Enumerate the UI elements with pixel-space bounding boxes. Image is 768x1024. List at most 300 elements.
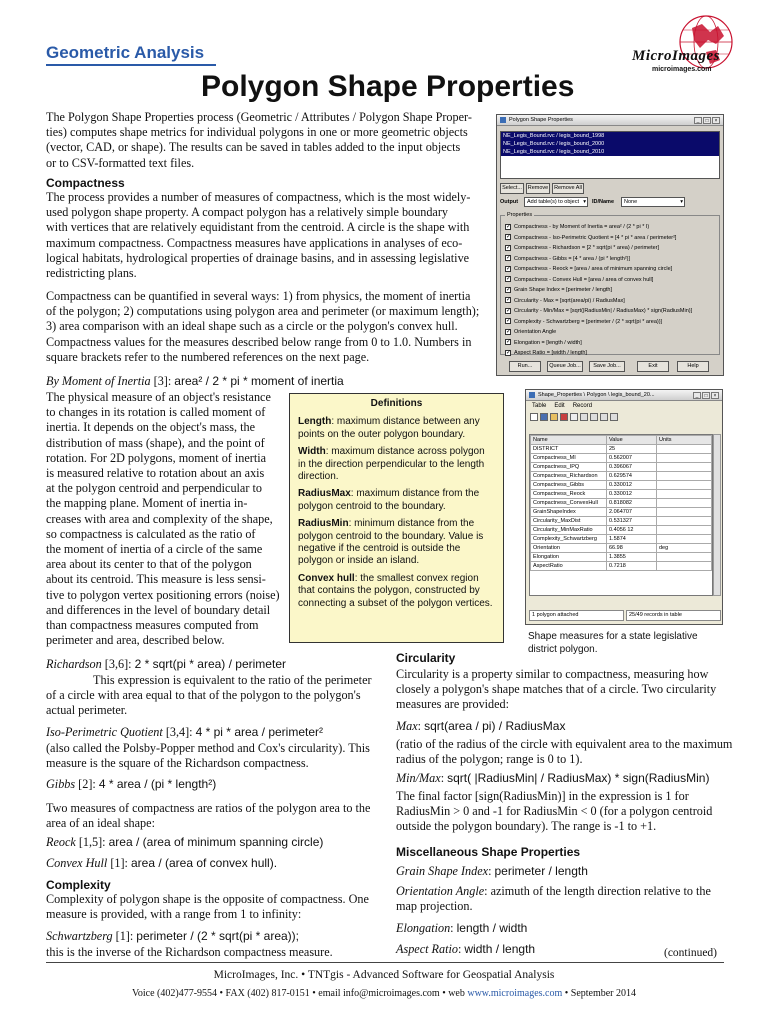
cell-value[interactable]: 0.396067	[607, 463, 657, 472]
text-line: The process provides a number of measures of compactness, which is the most widely-	[46, 190, 471, 204]
checkbox-checked-icon[interactable]: ✓	[506, 318, 512, 325]
caption-line: district polygon.	[528, 644, 598, 655]
measure-name: Aspect Ratio	[396, 942, 458, 956]
formula: sqrt(area / pi) / RadiusMax	[424, 719, 566, 733]
area-ratio-paragraph	[46, 801, 386, 831]
footer-contact: Voice (402)477-9554 • FAX (402) 817-0151 • email info@microimages.com • web	[131, 988, 468, 999]
cell-name[interactable]: Elongation	[531, 553, 607, 562]
text-line: This expression is equivalent to the ratio of the perimeter	[93, 673, 372, 687]
text-line: the moment of inertia of a circle of the same	[46, 542, 263, 557]
complexity-paragraph	[46, 892, 386, 922]
cell-units[interactable]	[657, 517, 712, 526]
property-label: Complexity - Schwartzberg = [perimeter / (2 * sqrt(pi * area))]	[514, 318, 663, 325]
definition-radiusmax	[298, 488, 495, 513]
formula: 4 * pi * area / perimeter²	[195, 725, 324, 739]
section-title: Geometric Analysis	[46, 43, 205, 62]
property-checkbox-row[interactable]	[505, 338, 717, 349]
close-icon[interactable]: ×	[712, 117, 720, 124]
intro-line: (vector, CAD, or shape). The results can be saved in tables added to the input objects	[46, 140, 461, 155]
property-label: Elongation = [length / width]	[514, 339, 582, 346]
text-line: RadiusMin > 0 and -1 for RadiusMin < 0 (for a polygon centroid	[396, 804, 713, 819]
table-header-row	[531, 436, 712, 445]
measure-name: Min/Max	[396, 771, 441, 785]
cell-value[interactable]: 0.818082	[607, 499, 657, 508]
cell-name[interactable]: Compactness_IPQ	[531, 463, 607, 472]
richardson-formula-line	[46, 657, 286, 672]
iso-formula-line	[46, 725, 323, 740]
elongation-formula-line: Elongation: length / width	[396, 921, 528, 935]
text-line: Compactness values for the measures described below range from 0 to 1.0. Numbers in	[46, 334, 472, 349]
cell-name[interactable]: Compactness_MI	[531, 454, 607, 463]
text-line: map projection.	[396, 899, 473, 914]
text-line: tive to polygon vertex positioning errors (noise)	[46, 587, 280, 602]
status-bar	[529, 610, 721, 621]
cell-value[interactable]: 0.629574	[607, 472, 657, 481]
text-line: is measured relative to rotation about an axis	[46, 466, 265, 481]
delete-icon[interactable]	[560, 413, 568, 421]
status-records: 25/49 records in table	[626, 610, 721, 621]
intro-line: or to CSV-formatted text files.	[46, 155, 195, 170]
chevron-down-icon: ▾	[680, 199, 683, 205]
text-line: square brackets refer to the numbered references on the next page.	[46, 349, 370, 364]
help-button[interactable]: Help	[677, 361, 709, 372]
text-line: Compactness can be quantified in several ways: 1) from physics, the moment of inertia	[46, 289, 471, 303]
checkbox-checked-icon[interactable]: ✓	[506, 297, 512, 304]
properties-label: Properties	[507, 212, 533, 218]
table-titlebar	[526, 390, 722, 401]
previous-record-icon[interactable]	[590, 413, 598, 421]
definition-text: : minimum distance from the polygon centroid to the boundary. Value is negative if the centroid is outside the polygon or inside an island.	[298, 518, 484, 567]
minmax-formula-line: Min/Max: sqrt( |RadiusMin| / RadiusMax) * sign(RadiusMin)	[396, 771, 710, 785]
gibbs-formula-line	[46, 777, 216, 792]
text-line: measures are provided:	[396, 697, 510, 712]
cell-value[interactable]: 0.531327	[607, 517, 657, 526]
checkbox-checked-icon[interactable]: ✓	[506, 328, 512, 335]
text-line: the mapping plane. Moment of inertia in-	[46, 496, 248, 511]
max-paragraph	[396, 737, 733, 767]
term: Convex hull	[298, 572, 355, 584]
reference: [2]:	[78, 777, 96, 791]
text-line: (ratio of the radius of the circle with equivalent area to the maximum	[396, 737, 733, 751]
table-row[interactable]	[531, 562, 712, 571]
property-checkbox-row[interactable]	[505, 233, 717, 244]
text-line: measure is provided, with a range from 1 to infinity:	[46, 907, 302, 922]
compactness-paragraph	[46, 190, 480, 281]
formula: width / length	[464, 942, 536, 956]
table-row[interactable]	[531, 499, 712, 508]
definitions-box	[289, 393, 504, 643]
new-record-icon[interactable]	[530, 413, 538, 421]
definitions-title: Definitions	[370, 398, 423, 409]
property-label: Compactness - Gibbs = [4 * area / (pi * length²)]	[514, 255, 631, 262]
cell-units[interactable]	[657, 445, 712, 454]
chevron-down-icon: ▾	[583, 199, 586, 205]
properties-list	[505, 222, 717, 359]
text-line: perimeter and area, described below.	[46, 633, 225, 648]
measure-name: Richardson	[46, 657, 102, 671]
text-line: about its centroid. This measure is less sensi-	[46, 572, 266, 587]
table-row[interactable]	[531, 472, 712, 481]
grain-formula-line: Grain Shape Index: perimeter / length	[396, 864, 588, 878]
cell-units[interactable]	[657, 508, 712, 517]
sign-paragraph	[396, 789, 726, 835]
list-item[interactable]: NE_Legis_Bound.rvc / legis_bound_2010	[501, 148, 719, 156]
table-icon	[529, 392, 535, 398]
definition-width	[298, 446, 495, 483]
last-record-icon[interactable]	[610, 413, 618, 421]
idname-value: None	[624, 199, 638, 205]
column-header-value[interactable]: Value	[607, 436, 657, 445]
table-row[interactable]	[531, 508, 712, 517]
text-line: Circularity is a property similar to compactness, measuring how	[396, 667, 709, 681]
circularity-heading: Circularity	[396, 651, 456, 665]
footer-line-1: MicroImages, Inc. • TNTgis - Advanced Software for Geospatial Analysis	[213, 969, 555, 981]
property-label: Compactness - Convex Hull = [area / area of convex hull]	[514, 276, 654, 283]
misc-heading: Miscellaneous Shape Properties	[396, 845, 581, 859]
caption-line: Shape measures for a state legislative	[528, 631, 698, 642]
property-label: Circularity - Min/Max = [sqrt(|RadiusMin| / RadiusMax) * sign(RadiusMin)]	[514, 308, 693, 314]
cell-name[interactable]: Circularity_MaxDist	[531, 517, 607, 526]
formula: area / (area of minimum spanning circle)	[108, 835, 324, 849]
continued-note: (continued)	[664, 947, 718, 959]
remove-button[interactable]: Remove	[526, 183, 550, 194]
text-line: than compactness measures computed from	[46, 618, 259, 633]
select-button[interactable]: Select...	[500, 183, 524, 194]
property-label: Aspect Ratio = [width / length]	[514, 350, 587, 356]
intro-paragraph	[46, 110, 480, 171]
app-icon	[500, 117, 506, 123]
idname-select[interactable]	[621, 197, 685, 207]
text-line: actual perimeter.	[46, 703, 128, 718]
table-row[interactable]	[531, 553, 712, 562]
text-line: used polygon shape property. A compact polygon has a relatively simple boundary	[46, 205, 448, 220]
text-line: and differences in the level of boundary detail	[46, 602, 271, 617]
checkbox-checked-icon[interactable]: ✓	[506, 223, 512, 230]
polygon-shape-properties-dialog	[496, 114, 724, 376]
cell-name[interactable]: Orientation	[531, 544, 607, 553]
text-line: at the polygon centroid and perpendicular to	[46, 481, 262, 496]
orientation-paragraph	[396, 884, 726, 914]
formula: length / width	[456, 921, 528, 935]
object-list[interactable]	[500, 131, 720, 179]
property-checkbox-row[interactable]	[505, 306, 717, 317]
property-checkbox-row[interactable]	[505, 317, 717, 328]
text-line: (also called the Polsby-Popper method and Cox's circularity). This	[46, 741, 370, 755]
term: Length	[298, 416, 332, 428]
logo-url: microimages.com	[652, 66, 712, 73]
cell-value[interactable]: 1.5874	[607, 535, 657, 544]
definition-text: : maximum distance between any points on the outer polygon boundary.	[298, 416, 480, 440]
cell-name[interactable]: Compactness_ConvexHull	[531, 499, 607, 508]
save-job-button[interactable]: Save Job...	[589, 361, 625, 372]
measure-name: Grain Shape Index	[396, 864, 489, 878]
measure-name: Max	[396, 719, 418, 733]
measure-name: Elongation	[396, 921, 451, 935]
reference: [3,6]:	[104, 657, 132, 671]
vertical-scrollbar[interactable]	[713, 434, 721, 596]
definition-length	[298, 416, 495, 441]
section-rule	[46, 64, 216, 66]
measure-name: Iso-Perimetric Quotient	[46, 725, 163, 739]
output-value: Add table(s) to object	[527, 199, 579, 205]
cell-units[interactable]	[657, 553, 712, 562]
reock-formula-line	[46, 835, 323, 850]
property-label: Grain Shape Index = [perimeter / length]	[514, 287, 612, 293]
table-caption	[528, 630, 698, 656]
max-formula-line: Max: sqrt(area / pi) / RadiusMax	[396, 719, 566, 733]
minimize-icon[interactable]: _	[693, 392, 701, 399]
cell-name[interactable]: GrainShapeIndex	[531, 508, 607, 517]
checkbox-checked-icon[interactable]: ✓	[506, 349, 512, 356]
menu-edit[interactable]: Edit	[554, 403, 565, 409]
checkbox-checked-icon[interactable]: ✓	[506, 307, 512, 314]
text-line: distribution of mass (shape), and the point of	[46, 435, 265, 450]
text-line: so compactness is calculated as the ratio of	[46, 526, 256, 541]
queue-job-button[interactable]: Queue Job...	[547, 361, 583, 372]
property-checkbox-row[interactable]	[505, 264, 717, 275]
property-checkbox-row[interactable]	[505, 348, 717, 359]
property-label: Compactness - Richardson = [2 * sqrt(pi * area) / perimeter]	[514, 245, 660, 251]
shape-table	[530, 435, 712, 571]
cell-name[interactable]: AspectRatio	[531, 562, 607, 571]
table-row[interactable]	[531, 535, 712, 544]
page-title: Polygon Shape Properties	[201, 70, 575, 103]
compactness-heading: Compactness	[46, 176, 125, 190]
reference: [3]:	[153, 374, 172, 388]
property-checkbox-row[interactable]	[505, 296, 717, 307]
list-item[interactable]: NE_Legis_Bound.rvc / legis_bound_2000	[501, 140, 719, 148]
cell-value[interactable]: 66.98	[607, 544, 657, 553]
cell-value[interactable]: 0.330012	[607, 490, 657, 499]
iso-paragraph	[46, 741, 386, 771]
cell-units[interactable]	[657, 562, 712, 571]
cell-value[interactable]: 0.4056 12	[607, 526, 657, 535]
minimize-icon[interactable]: _	[694, 117, 702, 124]
property-checkbox-row[interactable]	[505, 285, 717, 296]
measure-name: Schwartzberg	[46, 929, 113, 943]
text-line: area about its center to that of the polygon	[46, 557, 252, 572]
checkbox-checked-icon[interactable]: ✓	[506, 265, 512, 272]
formula: perimeter / (2 * sqrt(pi * area));	[136, 929, 300, 943]
checkbox-checked-icon[interactable]: ✓	[506, 255, 512, 262]
definition-text: : maximum distance across polygon in the direction perpendicular to the length direction.	[298, 446, 485, 483]
text-line: closely a polygon's shape matches that of a circle. Two circularity	[396, 682, 717, 697]
text-line: radius of the polygon; range is 0 to 1).	[396, 752, 583, 767]
dialog-title: Polygon Shape Properties	[509, 117, 573, 123]
cell-name[interactable]: Compactness_Richardson	[531, 472, 607, 481]
property-label: Circularity - Max = [sqrt(area/pi) / RadiusMax]	[514, 297, 625, 304]
text-line: 3) area comparison with an ideal shape such as a circle or the polygon's convex hull.	[46, 319, 458, 334]
output-label: Output	[500, 199, 519, 205]
properties-group	[500, 212, 720, 356]
reference: [3,4]:	[165, 725, 193, 739]
checkbox-checked-icon[interactable]: ✓	[506, 244, 512, 251]
menu-record[interactable]: Record	[572, 403, 593, 409]
table-row[interactable]	[531, 454, 712, 463]
inertia-formula-line	[46, 374, 344, 389]
remove-all-button[interactable]: Remove All	[552, 183, 584, 194]
microimages-logo	[630, 14, 740, 80]
cell-name[interactable]: Compactness_Reock	[531, 490, 607, 499]
text-line: Complexity of polygon shape is the opposite of compactness. One	[46, 892, 369, 906]
maximize-icon[interactable]: □	[703, 117, 711, 124]
definition-text: : the smallest convex region that contains the polygon, constructed by connecting a subset of the polygon vertices.	[298, 572, 493, 609]
shape-properties-table-window	[525, 389, 723, 625]
cell-name[interactable]: DISTRICT	[531, 445, 607, 454]
formula: sqrt( |RadiusMin| / RadiusMax) * sign(RadiusMin)	[447, 771, 710, 785]
column-header-units[interactable]: Units	[657, 436, 712, 445]
definition-convex-hull	[298, 573, 495, 610]
cell-units[interactable]: deg	[657, 544, 712, 553]
cell-value[interactable]: 0.330012	[607, 481, 657, 490]
text-line: logical habitats, hydrological properties of drainage basins, and in assessing legislative	[46, 250, 470, 265]
property-label: Compactness - Reock = [area / area of minimum spanning circle]	[514, 266, 673, 272]
edit-icon[interactable]	[550, 413, 558, 421]
property-checkbox-row[interactable]	[505, 327, 717, 338]
cell-name[interactable]: Circularity_MinMaxRatio	[531, 526, 607, 535]
idname-label: ID/Name	[592, 199, 615, 205]
table-row[interactable]	[531, 490, 712, 499]
formula: 2 * sqrt(pi * area) / perimeter	[134, 657, 286, 671]
property-checkbox-row[interactable]	[505, 254, 717, 265]
cell-units[interactable]	[657, 490, 712, 499]
checkbox-checked-icon[interactable]: ✓	[506, 286, 512, 293]
term: Width	[298, 446, 326, 458]
table-row[interactable]	[531, 517, 712, 526]
cell-units[interactable]	[657, 526, 712, 535]
text-line: redistricting plans.	[46, 266, 137, 281]
cell-units[interactable]	[657, 535, 712, 544]
measure-name: By Moment of Inertia	[46, 374, 151, 388]
term: RadiusMax	[298, 488, 351, 500]
property-checkbox-row[interactable]	[505, 243, 717, 254]
next-record-icon[interactable]	[600, 413, 608, 421]
schwartzberg-formula-line	[46, 929, 299, 944]
cell-value[interactable]: 0.562007	[607, 454, 657, 463]
cell-units[interactable]	[657, 463, 712, 472]
text-line: The final factor [sign(RadiusMin)] in the expression is 1 for	[396, 789, 689, 803]
table-row[interactable]	[531, 526, 712, 535]
checkbox-checked-icon[interactable]: ✓	[506, 339, 512, 346]
reference: [1]:	[110, 856, 128, 870]
text-line: to changes in its rotation is called moment of	[46, 405, 266, 420]
formula: perimeter / length	[494, 864, 588, 878]
menu-table[interactable]: Table	[532, 403, 547, 409]
formula: area² / 2 * pi * moment of inertia	[174, 374, 344, 388]
save-icon[interactable]	[540, 413, 548, 421]
text-line: maximum compactness. Compactness measures have applications in analyses of eco-	[46, 235, 463, 250]
cell-name[interactable]: Complexity_Schwartzberg	[531, 535, 607, 544]
cell-value[interactable]: 1.3855	[607, 553, 657, 562]
list-item[interactable]: NE_Legis_Bound.rvc / legis_bound_1998	[501, 132, 719, 140]
table-row[interactable]	[531, 445, 712, 454]
footer-line-2	[0, 988, 768, 999]
definition-radiusmin	[298, 518, 495, 568]
table-menubar	[526, 401, 722, 411]
convex-formula-line	[46, 856, 277, 871]
run-button[interactable]: Run...	[509, 361, 541, 372]
dialog-titlebar	[497, 115, 723, 126]
cell-value[interactable]: 2.064707	[607, 508, 657, 517]
cell-name[interactable]: Compactness_Gibbs	[531, 481, 607, 490]
close-icon[interactable]: ×	[711, 392, 719, 399]
output-select[interactable]	[524, 197, 588, 207]
text-line: of the polygon; 2) computations using polygon area and perimeter (or maximum length);	[46, 304, 480, 319]
website-link[interactable]: www.microimages.com	[467, 988, 563, 999]
text-line: rotation. For 2D polygons, moment of inertia	[46, 450, 267, 465]
cell-units[interactable]	[657, 481, 712, 490]
cell-value[interactable]: 0.7218	[607, 562, 657, 571]
cell-units[interactable]	[657, 472, 712, 481]
text-line: outside the polygon boundary). The range is -1 to +1.	[396, 819, 657, 834]
text-line: creases with area and complexity of the shape,	[46, 511, 273, 526]
compactness-quantified-paragraph	[46, 289, 480, 365]
aspect-formula-line: Aspect Ratio: width / length	[396, 942, 536, 956]
schwartzberg-note: this is the inverse of the Richardson compactness measure.	[46, 945, 333, 959]
find-icon[interactable]	[570, 413, 578, 421]
measure-name: Gibbs	[46, 777, 76, 791]
checkbox-checked-icon[interactable]: ✓	[506, 234, 512, 241]
text-line: The physical measure of an object's resistance	[46, 390, 271, 404]
checkbox-checked-icon[interactable]: ✓	[506, 276, 512, 283]
status-polygons: 1 polygon attached	[529, 610, 624, 621]
formula: area / (area of convex hull).	[130, 856, 278, 870]
text-line: measure is the square of the Richardson compactness.	[46, 756, 309, 771]
measure-name: Orientation Angle	[396, 884, 485, 898]
property-checkbox-row[interactable]	[505, 275, 717, 286]
exit-button[interactable]: Exit	[637, 361, 669, 372]
property-label: Compactness - by Moment of Inertia = area² / (2 * pi * I)	[514, 224, 650, 230]
complexity-heading: Complexity	[46, 878, 111, 892]
table-toolbar	[526, 411, 722, 423]
table-row[interactable]	[531, 481, 712, 490]
reference: [1,5]:	[78, 835, 106, 849]
text-line: Two measures of compactness are ratios of the polygon area to the	[46, 801, 371, 815]
footer-date: • September 2014	[562, 988, 637, 999]
circularity-paragraph	[396, 667, 726, 713]
definition-text: : maximum distance from the polygon centroid to the boundary.	[298, 488, 480, 512]
cell-value[interactable]: 25	[607, 445, 657, 454]
column-header-name[interactable]: Name	[531, 436, 607, 445]
logo-wordmark: MicroImages	[632, 48, 720, 64]
table-grid-container	[529, 434, 713, 596]
table-row[interactable]	[531, 544, 712, 553]
text-line: with vertices that are relatively equidistant from the centroid. A circle is the shape with	[46, 220, 470, 235]
formula: 4 * area / (pi * length²)	[98, 777, 217, 791]
cell-units[interactable]	[657, 499, 712, 508]
term: RadiusMin	[298, 518, 349, 530]
inertia-paragraph	[46, 390, 278, 648]
richardson-paragraph	[46, 673, 386, 719]
maximize-icon[interactable]: □	[702, 392, 710, 399]
text-line: area of an ideal shape:	[46, 816, 155, 831]
text-line: : azimuth of the length direction relative to the	[484, 884, 711, 898]
table-row[interactable]	[531, 463, 712, 472]
first-record-icon[interactable]	[580, 413, 588, 421]
intro-line: ties) computes shape metrics for individual polygons in one or more geometric objects	[46, 125, 468, 140]
property-label: Compactness - Iso-Perimetric Quotient = [4 * pi * area / perimeter²]	[514, 234, 677, 241]
measure-name: Convex Hull	[46, 856, 108, 870]
measure-name: Reock	[46, 835, 76, 849]
property-label: Orientation Angle	[514, 329, 557, 335]
table-window-title: Shape_Properties \ Polygon \ legis_bound_20...	[538, 392, 655, 398]
property-checkbox-row[interactable]	[505, 222, 717, 233]
cell-units[interactable]	[657, 454, 712, 463]
reference: [1]:	[115, 929, 134, 943]
footer-rule	[46, 962, 724, 963]
text-line: of a circle with area equal to that of the polygon to the polygon's	[46, 688, 361, 703]
text-line: inertia. It depends on the object's mass, the	[46, 420, 255, 435]
